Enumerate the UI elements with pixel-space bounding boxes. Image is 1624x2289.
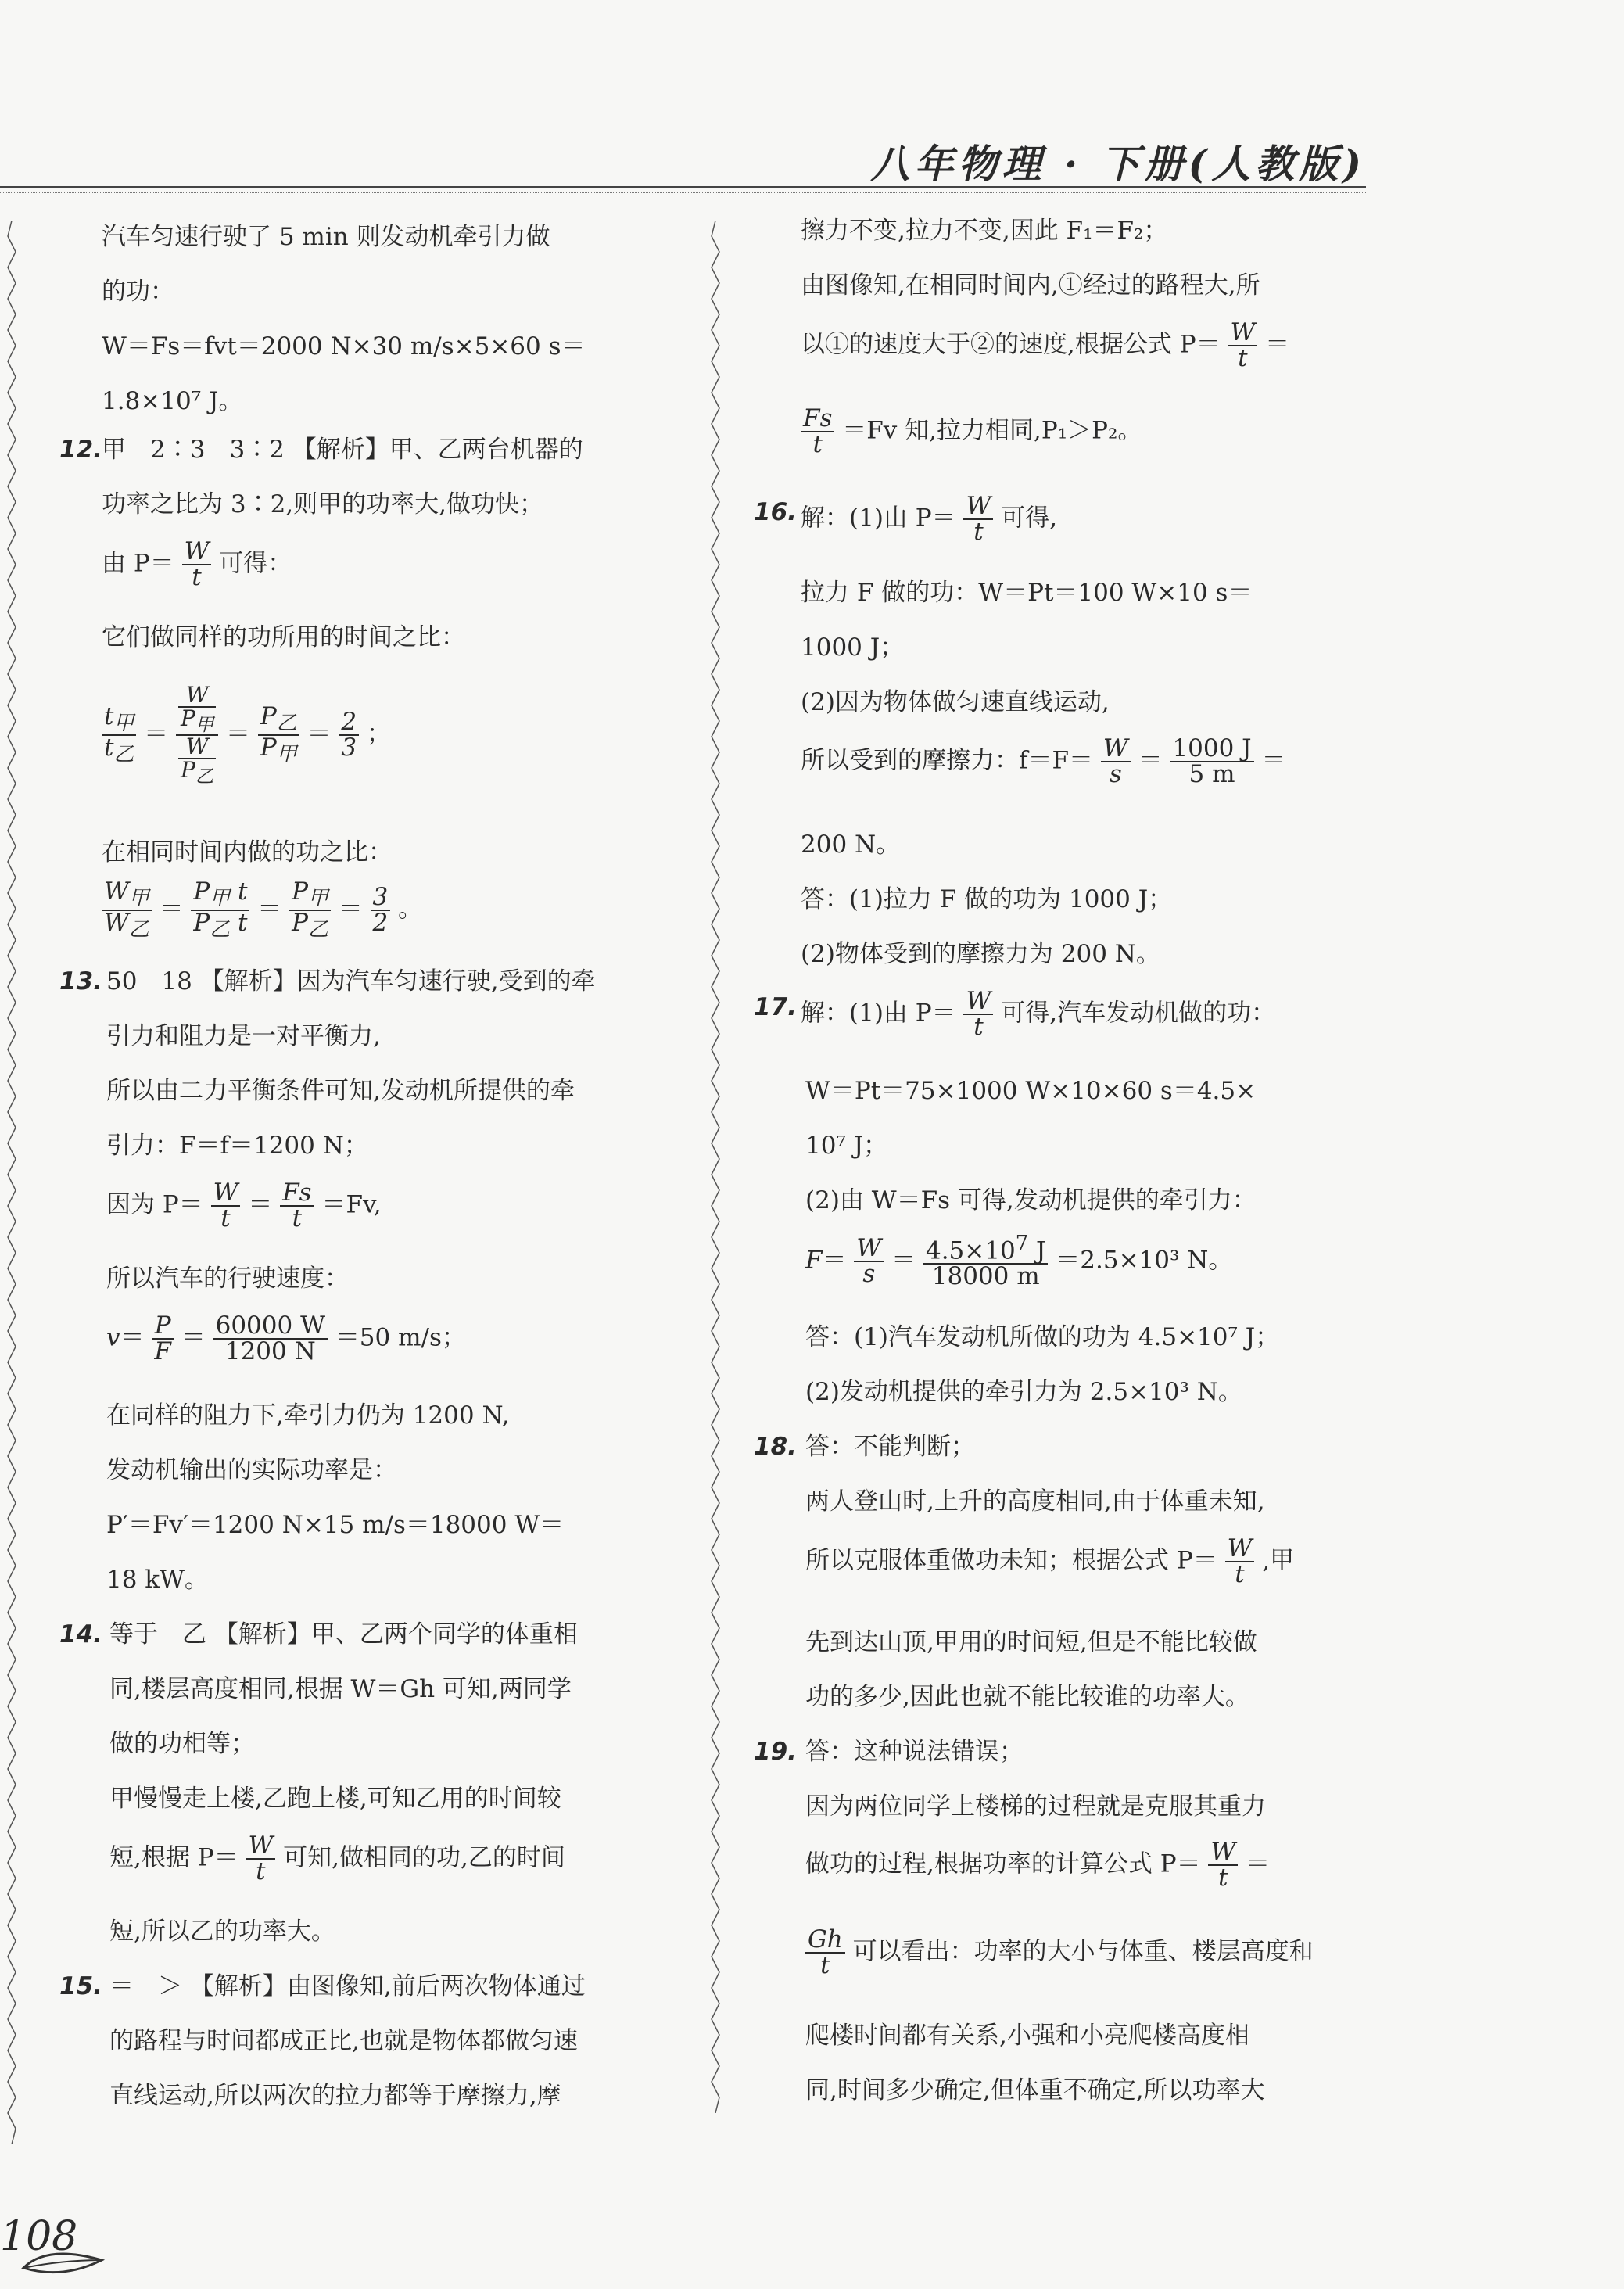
text-line: 先到达山顶,甲用的时间短,但是不能比较做 xyxy=(805,1628,1257,1656)
text-line: P′＝Fv′＝1200 N×15 m/s＝18000 W＝ xyxy=(106,1511,565,1539)
formula-line xyxy=(801,989,1275,1039)
question-number: 14. xyxy=(59,1620,102,1649)
formula-line xyxy=(102,537,292,591)
fraction: $\frac{W}{t}$ xyxy=(963,989,993,1039)
text-fragment: 短,根据 P＝ xyxy=(109,1843,238,1872)
formula-line: F＝ $\frac{W}{s}$ ＝ $\frac{4.5\times 10^7 J}{18000 m}$ ＝2.5×10³ N。 xyxy=(805,1232,1233,1291)
fraction: $\frac{1000 J}{5 m}$ xyxy=(1170,737,1253,787)
text-line: W＝Pt＝75×1000 W×10×60 s＝4.5× xyxy=(805,1077,1257,1105)
text-fragment: ＝Fv 知,拉力相同,P₁＞P₂。 xyxy=(842,416,1142,445)
formula-line: 做功的过程,根据功率的计算公式 P＝ $\frac{W}{t}$ ＝ xyxy=(805,1838,1271,1892)
question-number: 17. xyxy=(754,993,797,1021)
text-fragment: 解：(1)由 P＝ xyxy=(801,504,956,533)
text-line: 功的多少,因此也就不能比较谁的功率大。 xyxy=(805,1683,1249,1711)
question-number: 16. xyxy=(754,498,797,526)
question-number: 13. xyxy=(59,967,102,996)
fraction: $\frac{W}{t}$ xyxy=(1228,321,1257,371)
text-line: 所以由二力平衡条件可知,发动机所提供的牵 xyxy=(106,1077,575,1105)
fraction: $\frac{P_甲}{P_乙}$ xyxy=(289,880,331,941)
text-line: 甲慢慢走上楼,乙跑上楼,可知乙用的时间较 xyxy=(109,1785,561,1813)
text-line: 1.8×10⁷ J。 xyxy=(102,387,243,415)
text-line: 在同样的阻力下,牵引力仍为 1200 N, xyxy=(106,1401,510,1430)
text-line: 因为两位同学上楼梯的过程就是克服其重力 xyxy=(805,1792,1266,1821)
fraction: $\frac{W}{s}$ xyxy=(1101,737,1131,787)
text-line: (2)因为物体做匀速直线运动, xyxy=(801,688,1110,716)
text-line: 1000 J； xyxy=(801,633,905,662)
text-fragment: 解：(1)由 P＝ xyxy=(801,999,956,1028)
text-line: 答：不能判断； xyxy=(805,1433,975,1461)
text-line: 答：(1)拉力 F 做的功为 1000 J； xyxy=(801,885,1173,913)
text-line: 答：(1)汽车发动机所做的功为 4.5×10⁷ J； xyxy=(805,1323,1280,1351)
text-fragment: ＝2.5×10³ N。 xyxy=(1056,1246,1233,1275)
text-line: 18 kW。 xyxy=(106,1566,209,1594)
text-line: 50 18 【解析】因为汽车匀速行驶,受到的牵 xyxy=(106,967,596,996)
fraction: $\frac{W}{s}$ xyxy=(854,1236,884,1286)
text-line: 同,楼层高度相同,根据 W＝Gh 可知,两同学 xyxy=(109,1675,572,1703)
page-number: 108 xyxy=(0,2213,78,2260)
text-line: 两人登山时,上升的高度相同,由于体重未知, xyxy=(805,1487,1265,1516)
fraction: $\frac{Fs}{t}$ xyxy=(801,407,834,457)
text-line: 直线运动,所以两次的拉力都等于摩擦力,摩 xyxy=(109,2082,561,2110)
formula-line xyxy=(801,404,1142,458)
text-line: W＝Fs＝fvt＝2000 N×30 m/s×5×60 s＝ xyxy=(102,332,586,361)
fraction: $\frac{W}{t}$ xyxy=(1208,1840,1238,1890)
text-line: 在相同时间内做的功之比： xyxy=(102,838,393,866)
text-line: 爬楼时间都有关系,小强和小亮爬楼高度相 xyxy=(805,2022,1249,2050)
text-line: 引力：F＝f＝1200 N； xyxy=(106,1132,368,1160)
text-line: ＝ ＞ 【解析】由图像知,前后两次物体通过 xyxy=(109,1972,586,2000)
formula-line xyxy=(109,1834,565,1884)
formula-line: $\frac{t_甲}{t_乙}$ ＝ $\frac{\frac{W}{P_甲}}{\frac{W}{P_乙}}$ ＝ $\frac{P_乙}{P_甲}$ ＝ $\frac{2}{3}$ ； xyxy=(102,684,391,786)
question-number: 19. xyxy=(754,1738,797,1766)
fraction: $\frac{W}{t}$ xyxy=(211,1181,241,1231)
text-fragment: 做功的过程,根据功率的计算公式 P＝ xyxy=(805,1849,1201,1878)
text-line: 拉力 F 做的功：W＝Pt＝100 W×10 s＝ xyxy=(801,579,1253,607)
text-line: 擦力不变,拉力不变,因此 F₁＝F₂； xyxy=(801,217,1168,245)
text-fragment: 因为 P＝ xyxy=(106,1190,203,1219)
fraction: $\frac{P_甲 t}{P_乙 t}$ xyxy=(191,880,249,941)
text-line: 10⁷ J； xyxy=(805,1132,888,1160)
formula-line xyxy=(805,1925,1314,1979)
fraction: $\frac{3}{2}$ xyxy=(371,885,391,935)
header-rule xyxy=(0,186,1366,188)
text-line: 答：这种说法错误； xyxy=(805,1738,1024,1766)
question-number: 18. xyxy=(754,1433,797,1461)
fraction: $\frac{P}{F}$ xyxy=(152,1314,174,1364)
text-line: (2)物体受到的摩擦力为 200 N。 xyxy=(801,940,1160,968)
fraction: $\frac{4.5\times 10^7 J}{18000 m}$ xyxy=(923,1234,1048,1289)
text-line: 功率之比为 3∶2,则甲的功率大,做功快； xyxy=(102,490,544,518)
text-fragment: 可得, xyxy=(1001,504,1058,533)
header-rule-dotted xyxy=(0,192,1366,193)
text-fragment: 可得,汽车发动机做的功： xyxy=(1001,999,1276,1028)
text-line: 等于 乙 【解析】甲、乙两个同学的体重相 xyxy=(109,1620,578,1649)
text-fragment: 可得： xyxy=(219,549,292,578)
text-line: 短,所以乙的功率大。 xyxy=(109,1918,335,1946)
text-line: (2)由 W＝Fs 可得,发动机提供的牵引力： xyxy=(805,1186,1257,1214)
text-fragment: 可以看出：功率的大小与体重、楼层高度和 xyxy=(852,1937,1314,1966)
text-fragment: 可知,做相同的功,乙的时间 xyxy=(283,1843,565,1872)
text-line: 做的功相等； xyxy=(109,1730,255,1758)
formula-line xyxy=(801,494,1057,544)
text-fragment: 以①的速度大于②的速度,根据公式 P＝ xyxy=(801,330,1221,359)
text-line: 它们做同样的功所用的时间之比： xyxy=(102,623,465,651)
text-line: 由图像知,在相同时间内,①经过的路程大,所 xyxy=(801,271,1260,300)
formula-line xyxy=(805,1534,1295,1588)
text-fragment: 所以受到的摩擦力：f＝F＝ xyxy=(801,746,1093,775)
fraction: $\frac{Fs}{t}$ xyxy=(280,1181,314,1231)
formula-line: 因为 P＝ $\frac{W}{t}$ ＝ $\frac{Fs}{t}$ ＝Fv, xyxy=(106,1179,382,1232)
text-line: (2)发动机提供的牵引力为 2.5×10³ N。 xyxy=(805,1378,1242,1406)
text-fragment: 由 P＝ xyxy=(102,549,174,578)
formula-line: v＝ $\frac{P}{F}$ ＝ $\frac{60000 W}{1200 N}$ ＝50 m/s； xyxy=(106,1311,466,1365)
fraction: $\frac{Gh}{t}$ xyxy=(805,1928,845,1978)
text-line: 200 N。 xyxy=(801,831,901,859)
compound-fraction: $\frac{\frac{W}{P_甲}}{\frac{W}{P_乙}}$ xyxy=(176,684,218,786)
text-line: 发动机输出的实际功率是： xyxy=(106,1456,397,1484)
leaf-ornament-icon xyxy=(16,2237,109,2284)
question-number: 15. xyxy=(59,1972,102,2000)
column-divider xyxy=(710,221,721,2113)
formula-line: 所以受到的摩擦力：f＝F＝ $\frac{W}{s}$ ＝ $\frac{1000 J}{5 m}$ ＝ xyxy=(801,734,1286,788)
text-line: 同,时间多少确定,但体重不确定,所以功率大 xyxy=(805,2076,1265,2104)
page-header-title: 八年物理 · 下册(人教版) xyxy=(870,141,1366,187)
text-line: 甲 2∶3 3∶2 【解析】甲、乙两台机器的 xyxy=(102,436,583,464)
text-fragment: ＝Fv, xyxy=(321,1190,382,1219)
fraction: $\frac{P_乙}{P_甲}$ xyxy=(258,705,299,766)
fraction: $\frac{W}{t}$ xyxy=(246,1834,275,1884)
text-fragment: ,甲 xyxy=(1262,1546,1295,1575)
text-line: 所以汽车的行驶速度： xyxy=(106,1265,349,1293)
text-line: 的路程与时间都成正比,也就是物体都做匀速 xyxy=(109,2027,578,2055)
fraction: $\frac{W_甲}{W_乙}$ xyxy=(102,880,152,941)
formula-line: $\frac{W_甲}{W_乙}$ ＝ $\frac{P_甲 t}{P_乙 t}$ ＝ $\frac{P_甲}{P_乙}$ ＝ $\frac{3}{2}$ 。 xyxy=(102,880,422,941)
text-fragment: ＝50 m/s； xyxy=(335,1323,466,1352)
formula-line: 以①的速度大于②的速度,根据公式 P＝ $\frac{W}{t}$ ＝ xyxy=(801,318,1290,372)
text-line: 的功： xyxy=(102,278,174,306)
text-fragment: 所以克服体重做功未知；根据公式 P＝ xyxy=(805,1546,1217,1575)
fraction: $\frac{2}{3}$ xyxy=(339,710,359,760)
fraction: $\frac{W}{t}$ xyxy=(182,540,212,590)
fraction: $\frac{60000 W}{1200 N}$ xyxy=(213,1314,328,1364)
fraction: $\frac{W}{t}$ xyxy=(963,494,993,544)
text-line: 引力和阻力是一对平衡力, xyxy=(106,1022,381,1050)
question-number: 12. xyxy=(59,436,102,464)
fraction: $\frac{t_甲}{t_乙}$ xyxy=(102,705,136,766)
text-line: 汽车匀速行驶了 5 min 则发动机牵引力做 xyxy=(102,223,550,251)
fraction: $\frac{W}{t}$ xyxy=(1225,1537,1255,1587)
left-margin-border xyxy=(6,221,17,2144)
